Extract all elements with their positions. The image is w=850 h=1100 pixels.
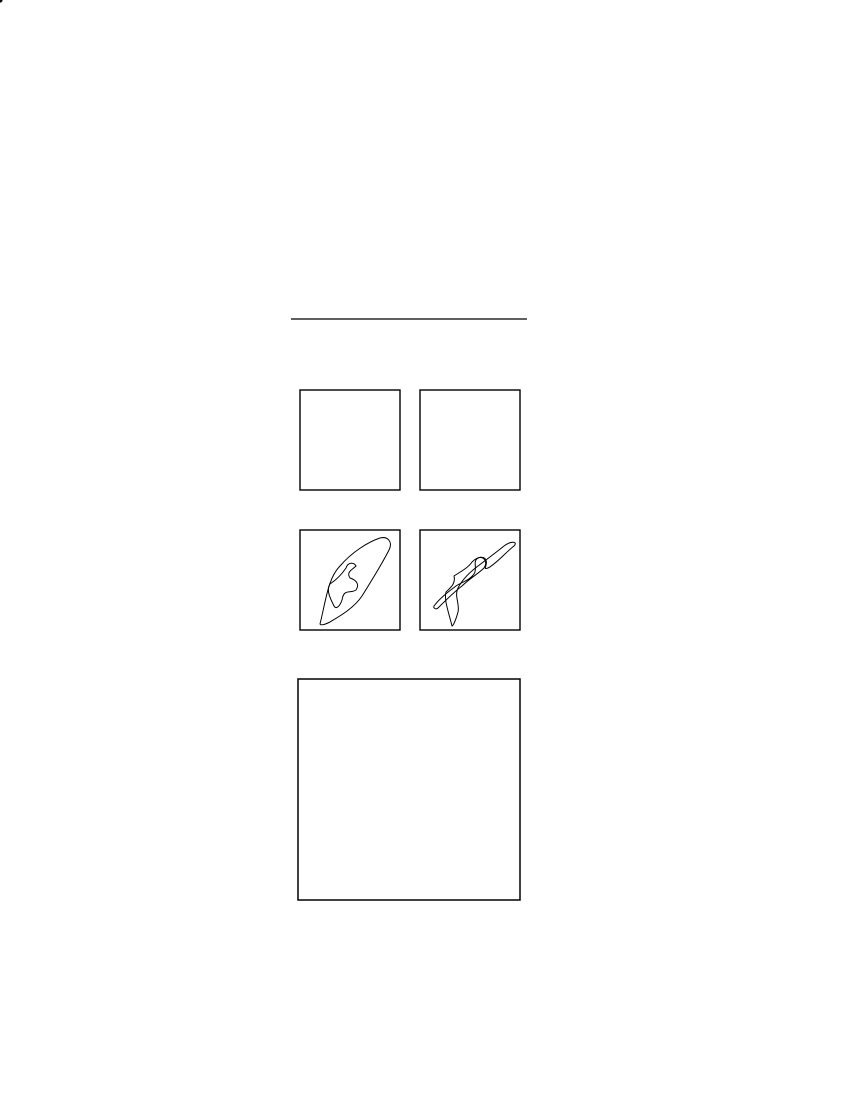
waveform-compare-left	[300, 390, 400, 490]
waveform-compare-right	[420, 390, 520, 490]
waveform-panel	[0, 0, 527, 319]
clabel-bg-2	[412, 713, 432, 726]
particle-motion-right	[420, 530, 520, 630]
particle-motion-left	[300, 530, 400, 630]
pm-right-path	[445, 542, 515, 626]
clabel-bg-3	[410, 737, 430, 750]
clabel-bg-1	[319, 700, 333, 712]
pm-left-inner-loop	[328, 563, 357, 607]
best-fit-marker	[0, 0, 3, 3]
pm-right-path-2	[434, 558, 486, 609]
clabel-bg-5	[496, 876, 516, 889]
contour-frame	[298, 679, 520, 900]
clabel-bg-4	[415, 866, 435, 879]
